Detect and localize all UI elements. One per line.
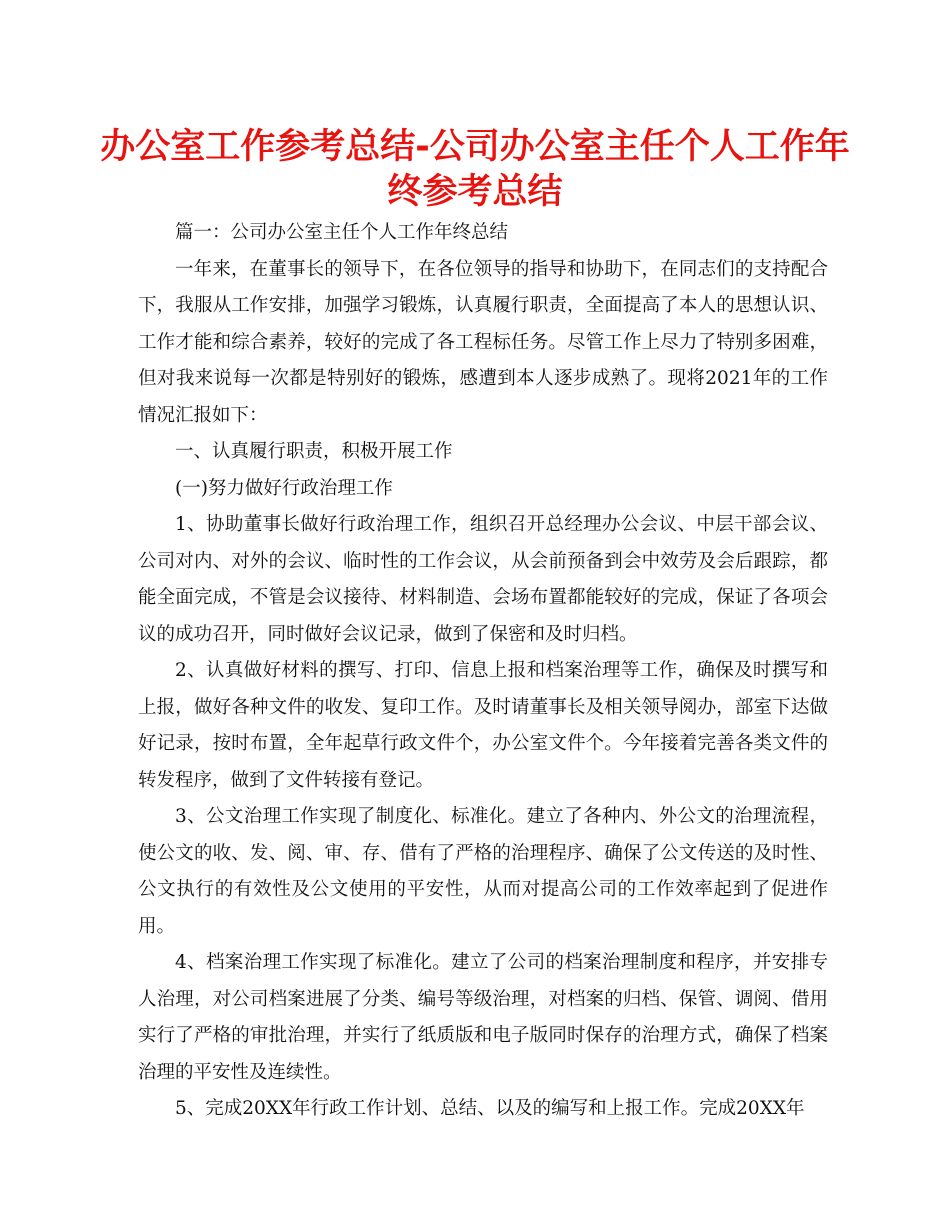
paragraph-item-1: 1、协助董事长做好行政治理工作，组织召开总经理办公会议、中层干部会议、公司对内、对外的会议、临时性的工作会议，从会前预备到会中效劳及会后跟踪，都能全面完成，不管是会议接待、材料制造、会场布置都能较好的完成，保证了各项会议的成功召开，同时做好会议记录，做到了保密和及时归档。: [138, 514, 828, 645]
document-body: [138, 215, 828, 1128]
paragraph-item-2: 2、认真做好材料的撰写、打印、信息上报和档案治理等工作，确保及时撰写和上报，做好各种文件的收发、复印工作。及时请董事长及相关领导阅办，部室下达做好记录，按时布置，全年起草行政文件个，办公室文件个。今年接着完善各类文件的转发程序，做到了文件转接有登记。: [138, 660, 828, 791]
document-title-line-1: 办公室工作参考总结-公司办公室主任个人工作年: [100, 127, 850, 167]
paragraph-item-3: 3、公文治理工作实现了制度化、标准化。建立了各种内、外公文的治理流程，使公文的收、发、阅、审、存、借有了严格的治理程序、确保了公文传送的及时性、公文执行的有效性及公文使用的平安性，从而对提高公司的工作效率起到了促进作用。: [138, 806, 828, 937]
subsection-heading-admin: (一)努力做好行政治理工作: [175, 477, 393, 499]
paragraph-item-5: 5、完成20XX年行政工作计划、总结、以及的编写和上报工作。完成20XX年: [175, 1098, 805, 1119]
paragraph-item-4: 4、档案治理工作实现了标准化。建立了公司的档案治理制度和程序，并安排专人治理，对公司档案进展了分类、编号等级治理，对档案的归档、保管、调阅、借用实行了严格的审批治理，并实行了纸质版和电子版同时保存的治理方式，确保了档案治理的平安性及连续性。: [138, 952, 828, 1083]
document-title-line-2: 终参考总结: [387, 172, 563, 212]
section-heading-duties: 一、认真履行职责，积极开展工作: [175, 441, 453, 462]
intro-paragraph: 一年来，在董事长的领导下，在各位领导的指导和协助下，在同志们的支持配合下，我服从工作安排，加强学习锻炼，认真履行职责，全面提高了本人的思想认识、工作才能和综合素养，较好的完成了各工程标任务。尽管工作上尽力了特别多困难，但对我来说每一次都是特别好的锻炼，感遭到本人逐步成熟了。现将2021年的工作情况汇报如下：: [138, 258, 828, 426]
section-heading-part-one: 篇一：公司办公室主任个人工作年终总结: [175, 222, 509, 243]
